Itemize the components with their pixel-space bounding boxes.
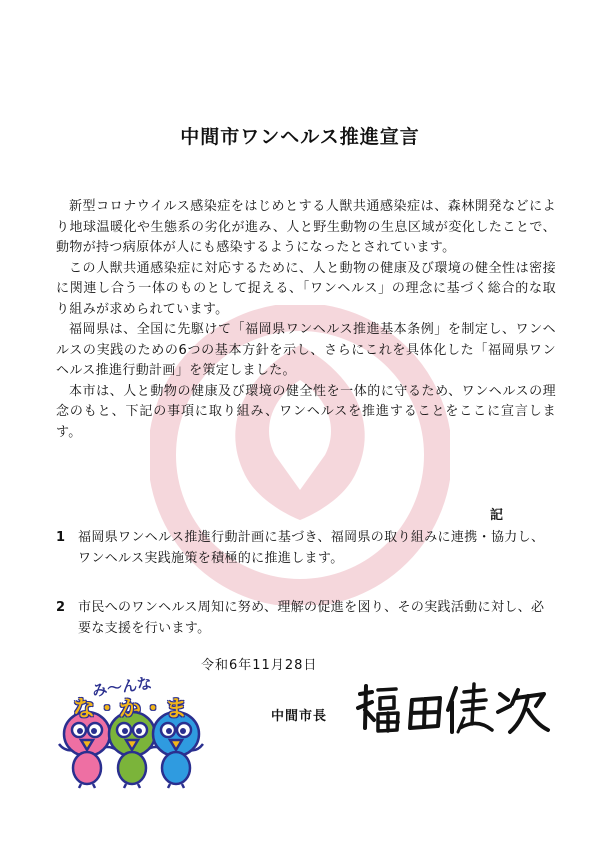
mascot-caption-main: な・か・ま <box>73 697 189 722</box>
item-number: 2 <box>56 600 66 615</box>
item-text: 福岡県ワンヘルス推進行動計画に基づき、福岡県の取り組みに連携・協力し、ワンヘルス実践施策を積極的に推進します。 <box>78 530 545 566</box>
signatory-title: 中間市長 <box>271 709 328 724</box>
declaration-body <box>56 197 556 443</box>
paragraph: 福岡県は、全国に先駆けて「福岡県ワンヘルス推進基本条例」を制定し、ワンヘルスの実践のための6つの基本方針を示し、さらにこれを具体化した「福岡県ワンヘルス推進行動計画」を策定しました。 <box>56 322 556 378</box>
list-item <box>56 528 556 569</box>
item-text: 市民へのワンヘルス周知に努め、理解の促進を図り、その実践活動に対し、必要な支援を行います。 <box>78 600 545 636</box>
mascot-caption-top: み〜んな <box>91 673 154 701</box>
list-item <box>56 598 556 639</box>
page-title: 中間市ワンヘルス推進宣言 <box>180 126 420 148</box>
record-heading: 記 <box>490 508 504 523</box>
item-number: 1 <box>56 530 66 545</box>
paragraph: 本市は、人と動物の健康及び環境の健全性を一体的に守るため、ワンヘルスの理念のもと、下記の事項に取り組み、ワンヘルスを推進することをここに宣言します。 <box>56 383 556 440</box>
paragraph: 新型コロナウイルス感染症をはじめとする人獣共通感染症は、森林開発などにより地球温暖化や生態系の劣化が進み、人と野生動物の生息区域が変化したことで、動物が持つ病原体が人にも感染するようになったとされています。 <box>56 199 556 255</box>
mayor-signature-icon <box>352 680 552 738</box>
paragraph: この人獣共通感染症に対応するために、人と動物の健康及び環境の健全性は密接に関連し合う一体のものとして捉える、「ワンヘルス」の理念に基づく総合的な取り組みが求められています。 <box>56 260 556 317</box>
declaration-date: 令和6年11月28日 <box>201 658 318 673</box>
